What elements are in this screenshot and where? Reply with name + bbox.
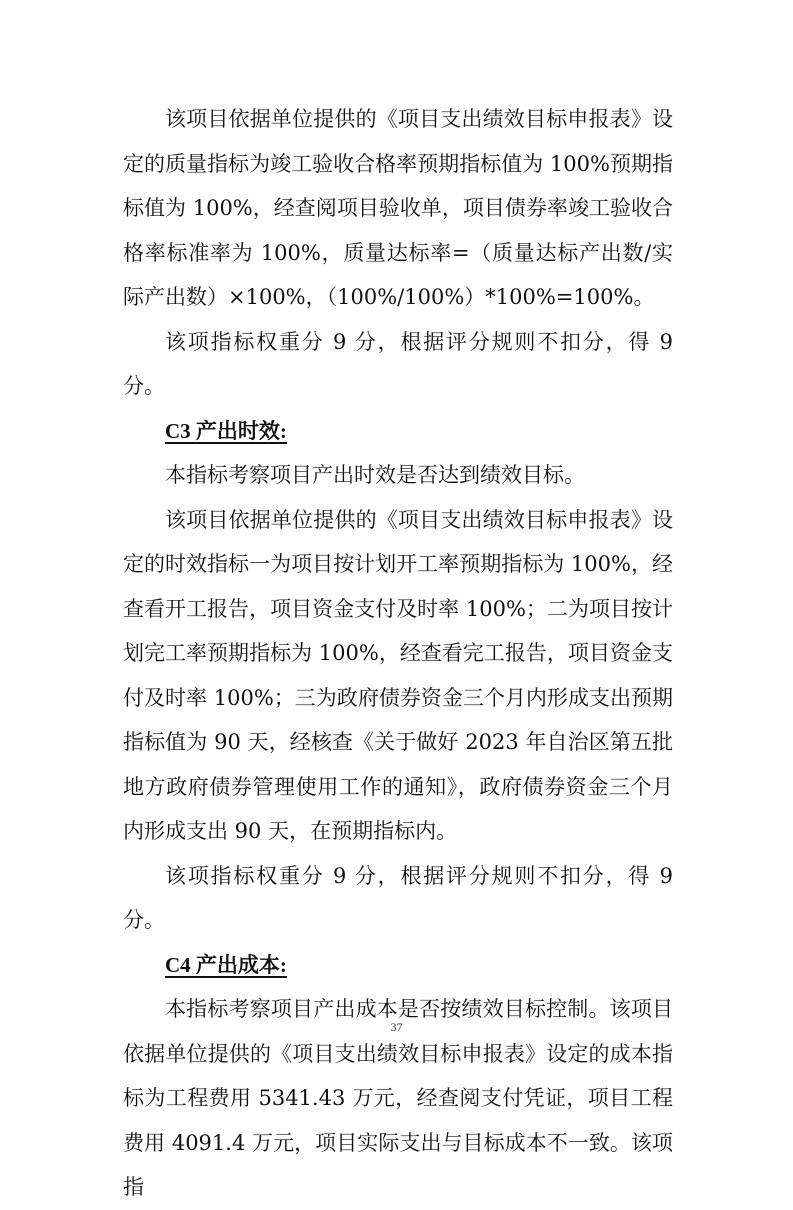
quality-score-paragraph: 该项指标权重分 9 分，根据评分规则不扣分，得 9 分。 [123,329,673,398]
timeliness-intro-paragraph: 本指标考察项目产出时效是否达到绩效目标。 [165,463,585,487]
quality-indicator-paragraph: 该项目依据单位提供的《项目支出绩效目标申报表》设定的质量指标为竣工验收合格率预期指标值为 100%预期指标值为 100%，经查阅项目验收单，项目债券率竣工验收合格率标准率为 100%，质量达标率=（质量达标产出数/实际产出数）×100%，（100%/100%）*100%=100%。 [123,107,673,309]
page-number: 37 [390,1020,403,1034]
timeliness-indicator-paragraph: 该项目依据单位提供的《项目支出绩效目标申报表》设定的时效指标一为项目按计划开工率预期指标为 100%，经查看开工报告，项目资金支付及时率 100%；二为项目按计划完工率预期指标为 100%，经查看完工报告，项目资金支付及时率 100%；三为政府债券资金三个月内形成支出预期指标值为 90 天，经核查《关于做好 2023 年自治区第五批地方政府债券管理使用工作的通知》，政府债券资金三个月内形成支出 90 天，在预期指标内。 [123,507,673,843]
section-heading-c3: C3 产出时效: [165,418,287,443]
section-heading-c4: C4 产出成本: [165,952,287,977]
timeliness-score-paragraph: 该项指标权重分 9 分，根据评分规则不扣分，得 9 分。 [123,863,673,932]
cost-indicator-paragraph: 本指标考察项目产出成本是否按绩效目标控制。该项目依据单位提供的《项目支出绩效目标申报表》设定的成本指标为工程费用 5341.43 万元，经查阅支付凭证，项目工程费用 4091.4 万元，项目实际支出与目标成本不一致。该项指 [123,997,673,1199]
page-content [123,97,673,1210]
